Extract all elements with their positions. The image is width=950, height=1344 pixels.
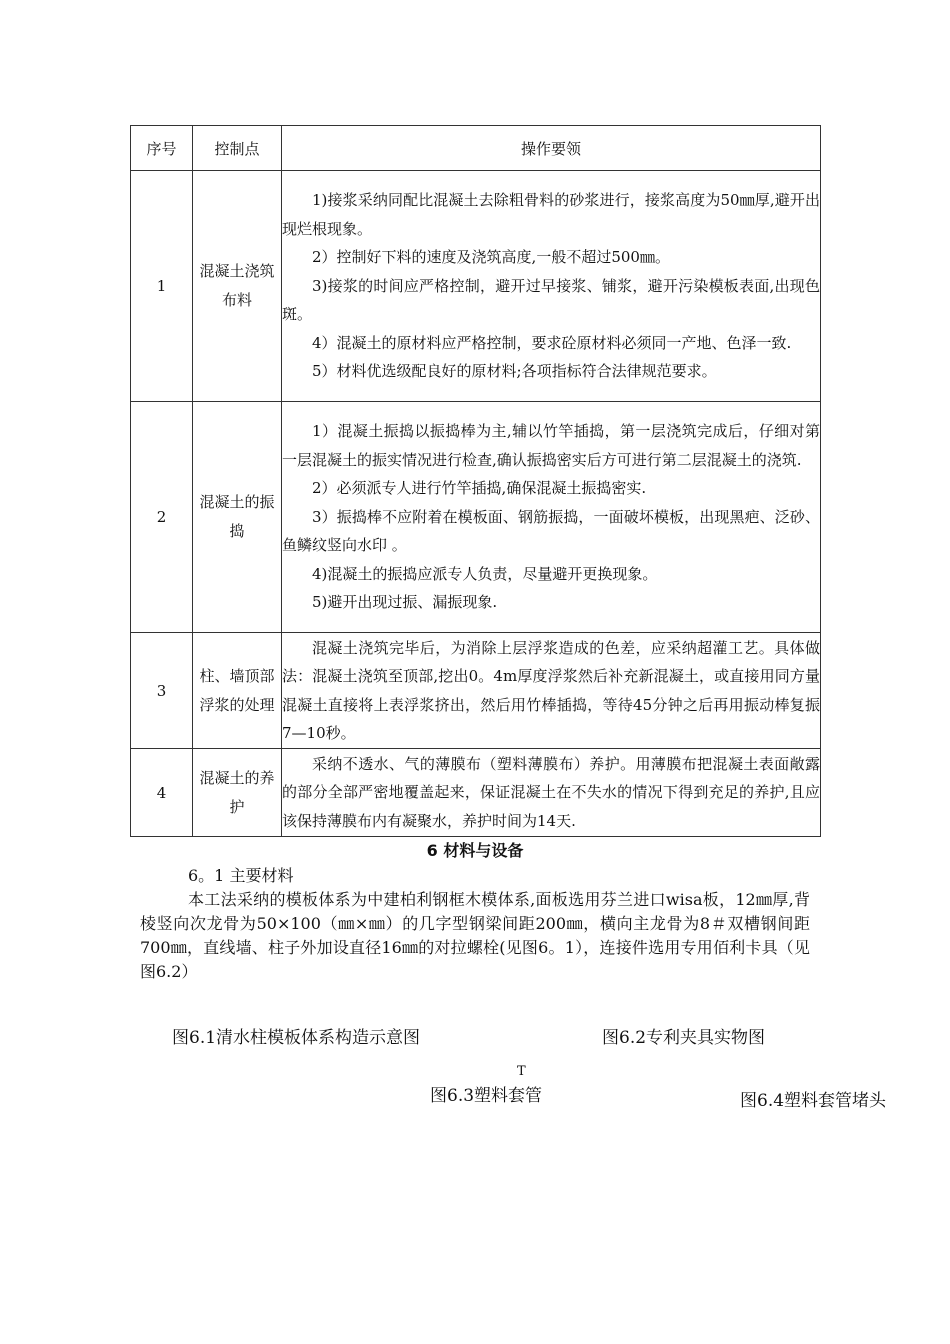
- row-num: 2: [131, 402, 193, 633]
- row-steps: [282, 171, 821, 402]
- figure-caption-6-4: 图6.4塑料套管堵头: [740, 1091, 887, 1111]
- step: 2）控制好下料的速度及浇筑高度,一般不超过500㎜。: [312, 248, 670, 267]
- table-row: [131, 171, 821, 402]
- header-num: 序号: [131, 126, 193, 171]
- step: 4）混凝土的原材料应严格控制，要求砼原材料必须同一产地、色泽一致.: [312, 333, 792, 352]
- step: 5）材料优选级配良好的原材料;各项指标符合法律规范要求。: [312, 362, 717, 381]
- control-table: [130, 125, 821, 837]
- row-point: 混凝土的振捣: [193, 402, 282, 633]
- table-header-row: [131, 126, 821, 171]
- step: 采纳不透水、气的薄膜布（塑料薄膜布）养护。用薄膜布把混凝土表面敞露的部分全部严密地覆盖起来，保证混凝土在不失水的情况下得到充足的养护,且应该保持薄膜布内有凝聚水，养护时间为14天.: [282, 754, 820, 830]
- step: 3)接浆的时间应严格控制，避开过早接浆、铺浆，避开污染模板表面,出现色斑。: [282, 276, 820, 324]
- row-steps: [282, 633, 821, 749]
- row-num: 4: [131, 749, 193, 837]
- stray-mark: T: [517, 1064, 526, 1079]
- row-steps: [282, 749, 821, 837]
- row-point: 柱、墙顶部浮浆的处理: [193, 633, 282, 749]
- body-paragraph: [140, 888, 810, 984]
- step: 混凝土浇筑完毕后，为消除上层浮浆造成的色差，应采纳超灌工艺。具体做法：混凝土浇筑至顶部,挖出0。4m厚度浮浆然后补充新混凝土，或直接用同方量混凝土直接将上表浮浆挤出，然后用竹棒插捣，等待45分钟之后再用振动棒复振7—10秒。: [282, 638, 820, 742]
- step: 4)混凝土的振捣应派专人负责，尽量避开更换现象。: [312, 564, 658, 583]
- header-point: 控制点: [193, 126, 282, 171]
- step: 1）混凝土振捣以振捣棒为主,辅以竹竿插捣，第一层浇筑完成后，仔细对第一层混凝土的振实情况进行检查,确认振捣密实后方可进行第二层混凝土的浇筑.: [282, 422, 820, 469]
- figure-caption-6-1: 图6.1清水柱模板体系构造示意图: [172, 1028, 421, 1048]
- row-steps: [282, 402, 821, 633]
- row-num: 1: [131, 171, 193, 402]
- row-point: 混凝土的养护: [193, 749, 282, 837]
- header-steps: 操作要领: [282, 126, 821, 171]
- step: 3）振捣棒不应附着在模板面、钢筋振捣，一面破坏模板，出现黑疤、泛砂、鱼鳞纹竖向水印 。: [282, 507, 820, 555]
- paragraph-text: 本工法采纳的模板体系为中建柏利钢框木模体系,面板选用芬兰进口wisa板，12㎜厚,背棱竖向次龙骨为50×100（㎜×㎜）的几字型钢梁间距200㎜，横向主龙骨为8＃双槽钢间距700㎜，直线墙、柱子外加设直径16㎜的对拉螺栓(见图6。1），连接件选用专用佰利卡具（见图6.2）: [140, 890, 810, 981]
- step: 5)避开出现过振、漏振现象.: [312, 593, 498, 612]
- section-subtitle: 6。1 主要材料: [188, 866, 294, 885]
- table-row: [131, 633, 821, 749]
- table-row: [131, 402, 821, 633]
- figure-caption-6-3: 图6.3塑料套管: [430, 1086, 543, 1106]
- section-title: 6 材料与设备: [426, 841, 524, 860]
- row-point: 混凝土浇筑布料: [193, 171, 282, 402]
- step: 2）必须派专人进行竹竿插捣,确保混凝土振捣密实.: [312, 479, 647, 498]
- step: 1)接浆采纳同配比混凝土去除粗骨料的砂浆进行，接浆高度为50㎜厚,避开出现烂根现象。: [282, 191, 820, 238]
- row-num: 3: [131, 633, 193, 749]
- table-row: [131, 749, 821, 837]
- figure-caption-6-2: 图6.2专利夹具实物图: [602, 1028, 766, 1048]
